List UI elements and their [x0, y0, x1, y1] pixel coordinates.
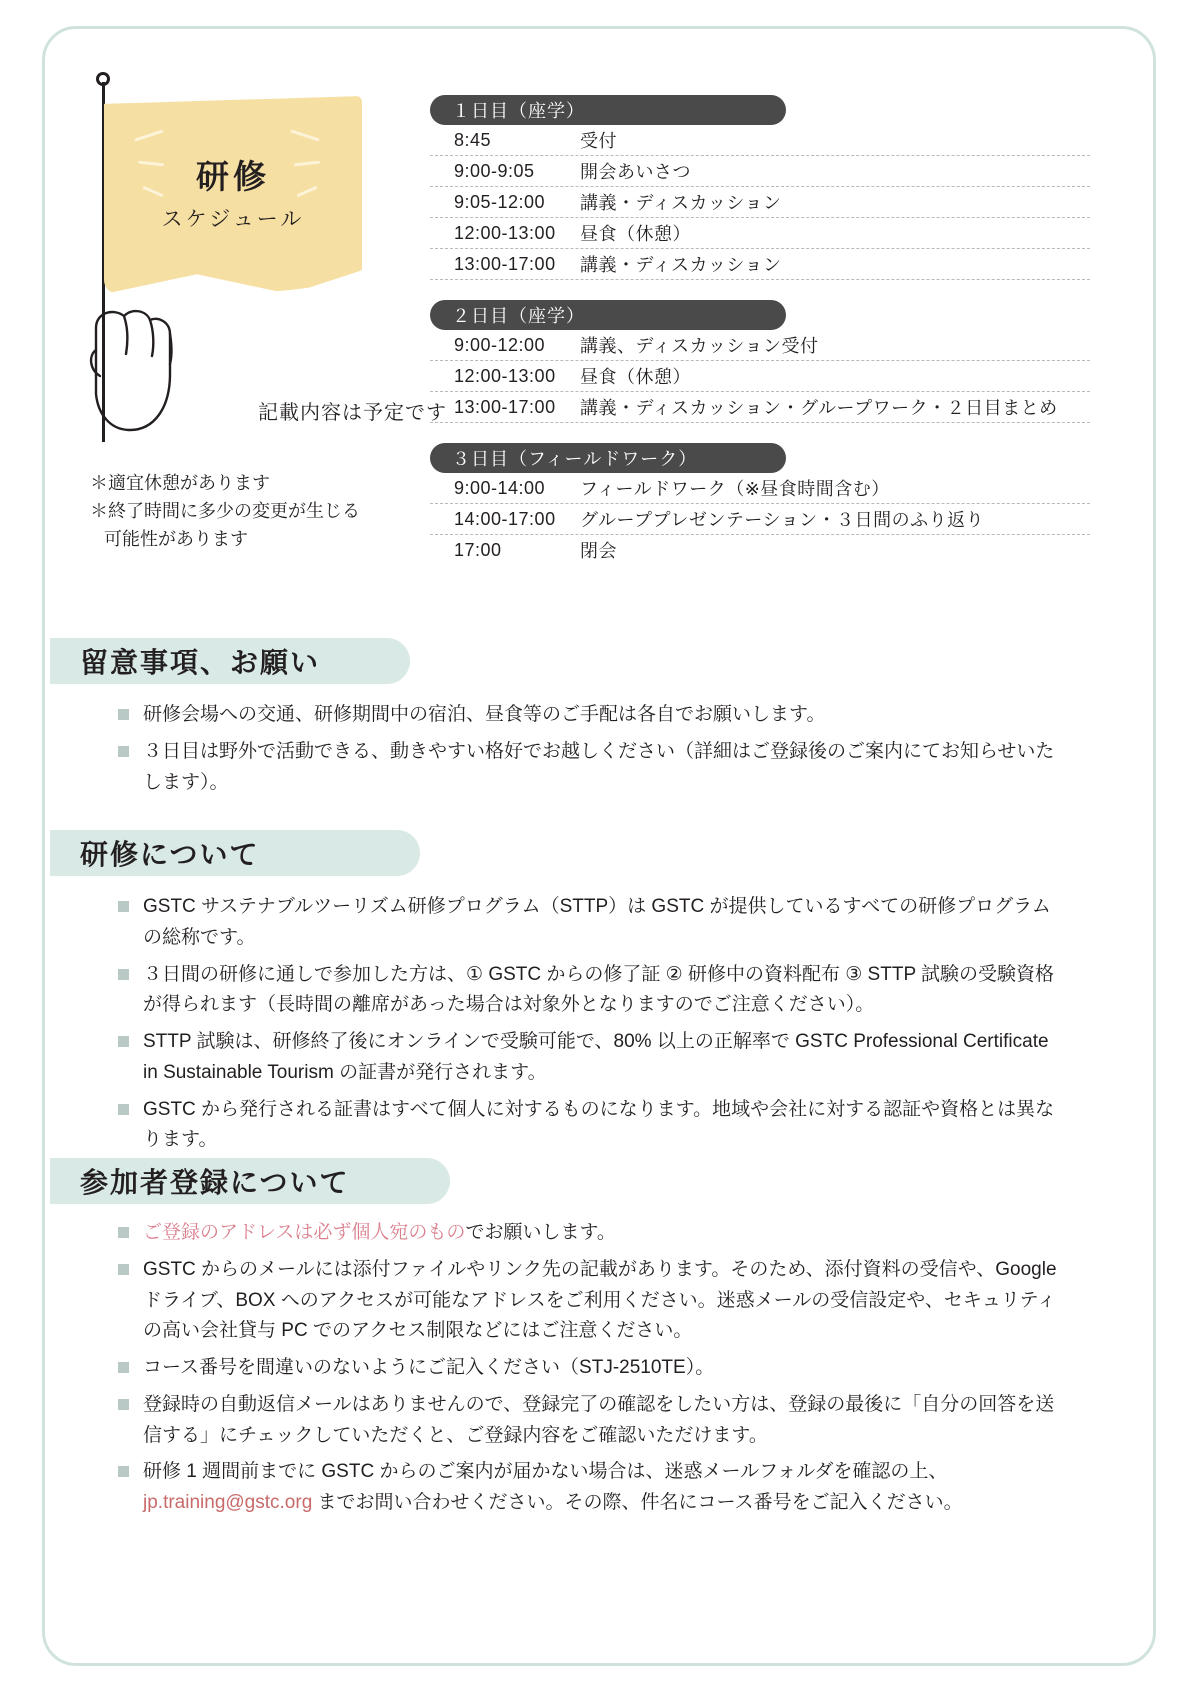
row-desc: 閉会 — [580, 541, 617, 561]
list-item-part2: までお問い合わせください。その際、件名にコース番号をご記入ください。 — [312, 1492, 963, 1514]
day-3-header: ３日目（フィールドワーク） — [430, 443, 786, 473]
flag-title-sub: スケジュール — [161, 207, 305, 231]
row-desc: フィールドワーク（※昼食時間含む） — [580, 479, 890, 499]
day-1-header: １日目（座学） — [430, 95, 786, 125]
list-item — [118, 1095, 1058, 1157]
notes-list — [118, 700, 1058, 804]
bullet-icon — [118, 901, 129, 912]
bullet-icon — [118, 1036, 129, 1047]
row-desc: 開会あいさつ — [580, 162, 691, 182]
row-time: 8:45 — [454, 129, 492, 150]
schedule-footnotes — [90, 470, 420, 554]
table-row — [430, 535, 1090, 565]
email-link[interactable]: jp.training@gstc.org — [143, 1492, 313, 1514]
flag-title-main: 研修 — [196, 158, 270, 196]
bullet-icon — [118, 969, 129, 980]
list-item-rest: でお願いします。 — [465, 1222, 616, 1243]
row-desc: 講義、ディスカッション受付 — [580, 336, 819, 356]
row-desc: 昼食（休憩） — [580, 367, 691, 387]
table-row — [430, 156, 1090, 187]
list-item-text: GSTC サステナブルツーリズム研修プログラム（STTP）は GSTC が提供しているすべての研修プログラムの総称です。 — [143, 896, 1051, 948]
row-desc: 講義・ディスカッション — [580, 193, 782, 213]
bullet-icon — [118, 1362, 129, 1373]
row-time: 9:05-12:00 — [454, 191, 546, 212]
list-item — [118, 1353, 1058, 1384]
table-row — [430, 218, 1090, 249]
list-item-text: GSTC からのメールには添付ファイルやリンク先の記載があります。そのため、添付資料の受信や、Google ドライブ、BOX へのアクセスが可能なアドレスをご利用ください。迷惑メールの受信設定や、セキュリティの高い会社貸与 PC でのアクセス制限などにはご注意ください。 — [143, 1258, 1057, 1342]
list-item — [118, 892, 1058, 954]
list-item-text: GSTC から発行される証書はすべて個人に対するものになります。地域や会社に対する認証や資格とは異なります。 — [143, 1098, 1055, 1151]
list-item — [118, 1027, 1058, 1089]
section-heading-notes: 留意事項、お願い — [50, 638, 410, 684]
table-row — [430, 504, 1090, 535]
list-item-text: 登録時の自動返信メールはありませんので、登録完了の確認をしたい方は、登録の最後に「自分の回答を送信する」にチェックしていただくと、ご登録内容をご確認いただけます。 — [143, 1393, 1055, 1446]
flag-note-plan: 記載内容は予定です — [258, 402, 447, 424]
list-item — [118, 960, 1058, 1022]
row-time: 9:00-12:00 — [454, 334, 546, 355]
flag-banner — [90, 70, 447, 450]
list-item — [118, 700, 1058, 731]
table-row — [430, 125, 1090, 156]
row-time: 14:00-17:00 — [454, 508, 556, 529]
table-row — [430, 392, 1090, 423]
flag-title-group — [104, 96, 362, 294]
schedule-day-3 — [430, 443, 1090, 565]
list-item-part1: 研修 1 週間前までに GSTC からのご案内が届かない場合は、迷惑メールフォルダを確認の上、 — [143, 1461, 948, 1483]
row-desc: 講義・ディスカッション・グループワーク・２日目まとめ — [580, 398, 1058, 418]
list-item-text: コース番号を間違いのないようにご記入ください（STJ-2510TE）。 — [143, 1357, 715, 1379]
schedule-table — [430, 95, 1090, 585]
list-item-text — [143, 1457, 1058, 1519]
schedule-day-1 — [430, 95, 1090, 280]
row-desc: 講義・ディスカッション — [580, 255, 782, 275]
bullet-icon — [118, 1264, 129, 1275]
bullet-icon — [118, 709, 129, 720]
row-time: 13:00-17:00 — [454, 396, 556, 417]
list-item-text: ３日目は野外で活動できる、動きやすい格好でお越しください（詳細はご登録後のご案内にてお知らせいたします）。 — [143, 740, 1055, 793]
row-time: 13:00-17:00 — [454, 253, 556, 274]
registration-list — [118, 1218, 1058, 1525]
row-desc: 受付 — [580, 131, 617, 151]
row-time: 9:00-14:00 — [454, 477, 546, 498]
bullet-icon — [118, 746, 129, 757]
table-row — [430, 330, 1090, 361]
about-list — [118, 892, 1058, 1162]
table-row — [430, 361, 1090, 392]
table-row — [430, 187, 1090, 218]
bullet-icon — [118, 1466, 129, 1477]
footnote-2: ＊終了時間に多少の変更が生じる — [90, 500, 360, 521]
row-time: 17:00 — [454, 539, 502, 560]
list-item-text: 研修会場への交通、研修期間中の宿泊、昼食等のご手配は各自でお願いします。 — [143, 704, 826, 725]
list-item — [118, 1218, 1058, 1249]
section-heading-about: 研修について — [50, 830, 420, 876]
section-heading-registration: 参加者登録について — [50, 1158, 450, 1204]
row-time: 12:00-13:00 — [454, 365, 556, 386]
schedule-day-2 — [430, 300, 1090, 423]
row-time: 9:00-9:05 — [454, 160, 535, 181]
footnote-1: ＊適宜休憩があります — [90, 473, 270, 493]
hand-icon — [84, 290, 194, 440]
emphasis-text: ご登録のアドレスは必ず個人宛のもの — [143, 1222, 466, 1243]
list-item-text: ３日間の研修に通しで参加した方は、① GSTC からの修了証 ② 研修中の資料配布 ③ STTP 試験の受験資格 が得られます（長時間の離席があった場合は対象外となりますのでご注意ください）。 — [143, 963, 1055, 1016]
row-desc: グループプレゼンテーション・３日間のふり返り — [580, 510, 985, 530]
day-2-header: ２日目（座学） — [430, 300, 786, 330]
table-row — [430, 249, 1090, 280]
bullet-icon — [118, 1227, 129, 1238]
list-item-text — [143, 1218, 1058, 1249]
row-desc: 昼食（休憩） — [580, 224, 691, 244]
table-row — [430, 473, 1090, 504]
list-item — [118, 737, 1058, 799]
list-item-text: STTP 試験は、研修終了後にオンラインで受験可能で、80% 以上の正解率で GSTC Professional Certificate in Sustainable Tourism の証書が発行されます。 — [143, 1031, 1049, 1083]
list-item — [118, 1255, 1058, 1347]
list-item — [118, 1457, 1058, 1519]
row-time: 12:00-13:00 — [454, 222, 556, 243]
bullet-icon — [118, 1104, 129, 1115]
footnote-3: 可能性があります — [104, 528, 248, 549]
bullet-icon — [118, 1399, 129, 1410]
list-item — [118, 1390, 1058, 1452]
